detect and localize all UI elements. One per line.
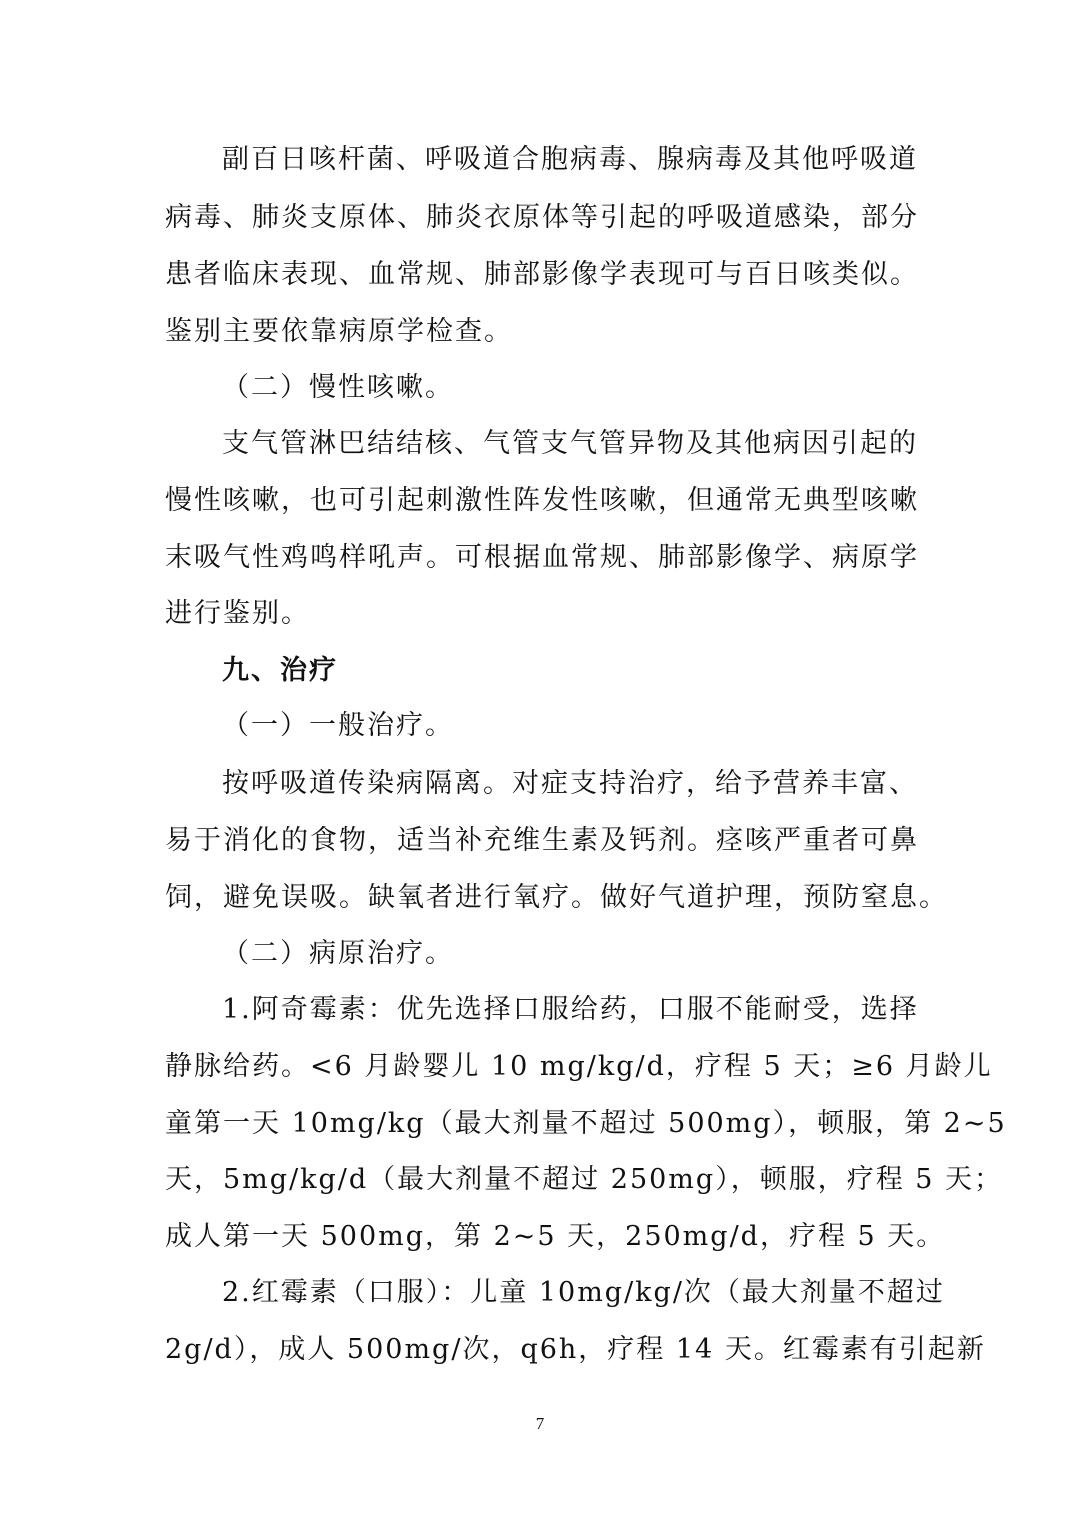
- paragraph-line: 易于消化的食物，适当补充维生素及钙剂。痉咳严重者可鼻: [165, 825, 919, 856]
- paragraph-line: 鉴别主要依靠病原学检查。: [165, 316, 513, 347]
- paragraph-line: 副百日咳杆菌、呼吸道合胞病毒、腺病毒及其他呼吸道: [222, 144, 918, 175]
- section-title: 九、治疗: [222, 655, 338, 686]
- paragraph-line: 进行鉴别。: [165, 598, 310, 629]
- paragraph-line: 患者临床表现、血常规、肺部影像学表现可与百日咳类似。: [165, 259, 919, 290]
- page-number: 7: [535, 1414, 545, 1433]
- paragraph-line: 2.红霉素（口服）：儿童 10mg/kg/次（最大剂量不超过: [222, 1277, 945, 1308]
- paragraph-line: 病毒、肺炎支原体、肺炎衣原体等引起的呼吸道感染，部分: [165, 202, 919, 233]
- paragraph-line: 童第一天 10mg/kg（最大剂量不超过 500mg），顿服，第 2~5: [165, 1108, 1007, 1139]
- paragraph-line: 静脉给药。<6 月龄婴儿 10 mg/kg/d，疗程 5 天；≥6 月龄儿: [165, 1051, 993, 1082]
- paragraph-line: 天，5mg/kg/d（最大剂量不超过 250mg），顿服，疗程 5 天；: [165, 1164, 1004, 1195]
- paragraph-line: 按呼吸道传染病隔离。对症支持治疗，给予营养丰富、: [222, 768, 918, 799]
- subsection-title: （二）病原治疗。: [222, 938, 454, 969]
- subsection-title: （一）一般治疗。: [222, 710, 454, 741]
- paragraph-line: 饲，避免误吸。缺氧者进行氧疗。做好气道护理，预防窒息。: [165, 882, 948, 913]
- paragraph-line: 支气管淋巴结结核、气管支气管异物及其他病因引起的: [222, 428, 918, 459]
- paragraph-line: 成人第一天 500mg，第 2~5 天，250mg/d，疗程 5 天。: [165, 1221, 946, 1252]
- paragraph-line: 2g/d），成人 500mg/次，q6h，疗程 14 天。红霉素有引起新: [165, 1334, 986, 1365]
- subsection-title: （二）慢性咳嗽。: [222, 372, 454, 403]
- paragraph-line: 末吸气性鸡鸣样吼声。可根据血常规、肺部影像学、病原学: [165, 542, 919, 573]
- paragraph-line: 慢性咳嗽，也可引起刺激性阵发性咳嗽，但通常无典型咳嗽: [165, 485, 919, 516]
- paragraph-line: 1.阿奇霉素：优先选择口服给药，口服不能耐受，选择: [222, 994, 919, 1025]
